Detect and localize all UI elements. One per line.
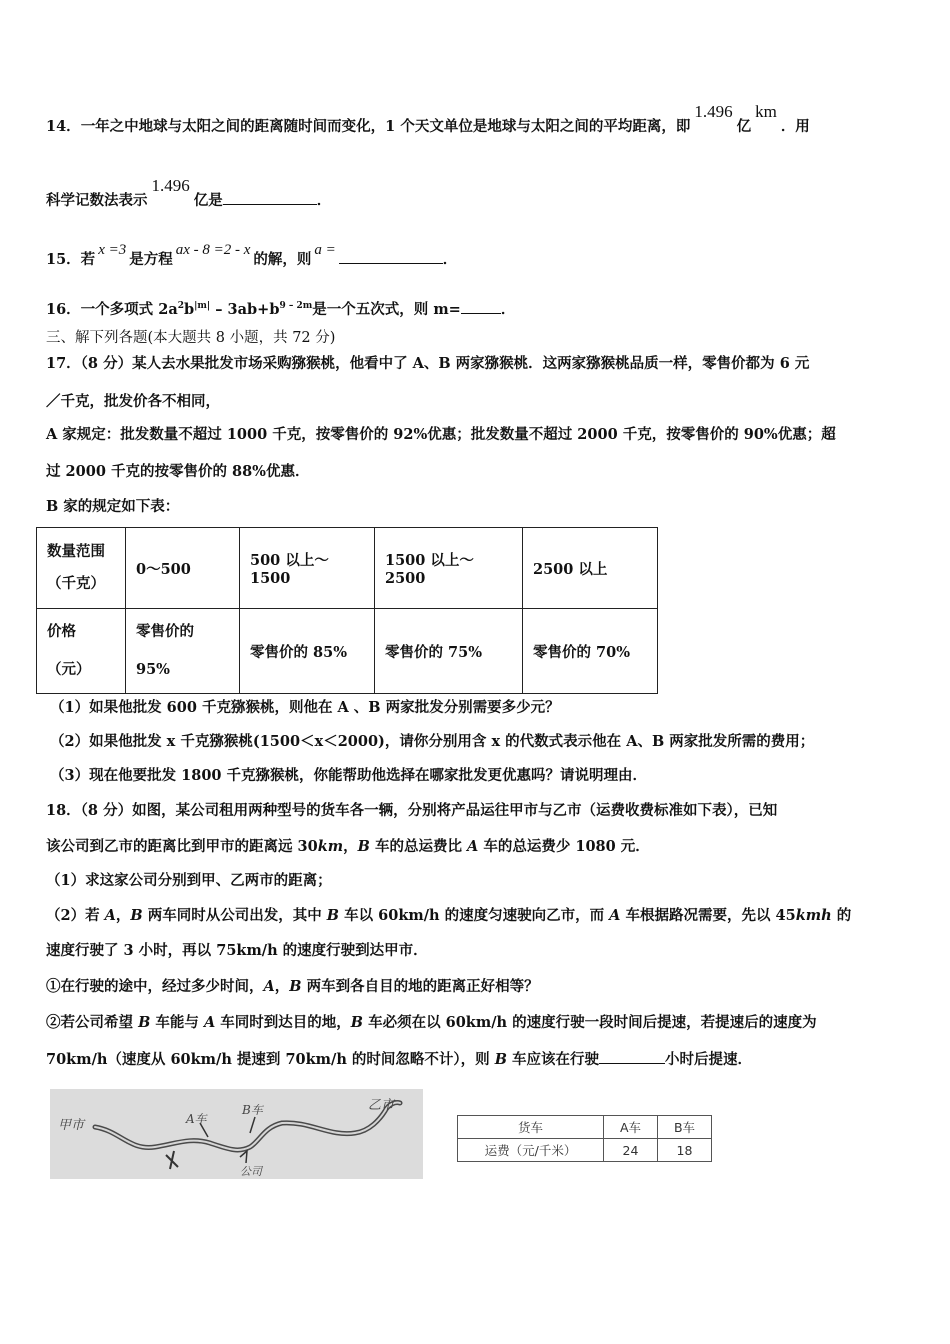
text: 的: [831, 907, 852, 924]
table-cell: 18: [658, 1139, 712, 1162]
label-b-car: B车: [242, 1103, 263, 1117]
table-cell: 2500 以上: [523, 528, 658, 609]
table-row: [458, 1116, 712, 1139]
b-pricing-table: [36, 527, 658, 694]
q18-answer-blank[interactable]: [599, 1049, 665, 1064]
table-cell: [37, 609, 126, 694]
text: 车必须在以 60km/h 的速度行驶一段时间后提速，若提速后的速度为: [363, 1014, 817, 1031]
q16-sup3: 9 – 2m: [279, 301, 313, 311]
route-map-figure: [50, 1089, 423, 1179]
text: B: [494, 1051, 507, 1068]
text: B: [357, 838, 370, 855]
q14-value: 1.496: [694, 102, 733, 121]
table-cell: 零售价的 85%: [240, 609, 375, 694]
text: B: [130, 907, 143, 924]
q18-line1: 18．（8 分）如图，某公司租用两种型号的货车各一辆，分别将产品运往甲市与乙市（运费收费标准如下表），已知: [46, 802, 778, 819]
q14-number: 14．: [46, 118, 81, 135]
text: 车能与: [150, 1014, 204, 1031]
q18-part1: （1）求这家公司分别到甲、乙两市的距离；: [46, 872, 332, 889]
q14-period: ．: [316, 192, 332, 209]
text: 该公司到乙市的距离比到甲市的距离远 30: [46, 838, 318, 855]
q14-answer-blank[interactable]: [223, 190, 317, 205]
text: A: [104, 907, 116, 924]
label-a-car: A车: [186, 1112, 207, 1126]
text: 小时后提速．: [665, 1051, 753, 1068]
table-cell: 零售价的 75%: [375, 609, 523, 694]
q17-part2: （2）如果他批发 x 千克猕猴桃(1500＜x＜2000)，请你分别用含 x 的代数式表示他在 A、B 两家批发所需的费用；: [50, 733, 815, 750]
text: 车同时到达目的地，: [215, 1014, 351, 1031]
q17-line3: A 家规定：批发数量不超过 1000 千克，按零售价的 92%优惠；批发数量不超过 2000 千克，按零售价的 90%优惠；超: [46, 426, 836, 443]
table-row: [37, 528, 658, 609]
label-company: 公司: [240, 1165, 262, 1178]
q14-line2-end: 亿是: [193, 192, 223, 209]
cell-text: 价格: [47, 623, 76, 640]
text: ，: [274, 978, 290, 995]
b-car-arrow: [250, 1117, 255, 1133]
text: kmh: [795, 907, 832, 924]
text: B: [289, 978, 302, 995]
text: 车以 60km/h 的速度匀速驶向乙市，而: [339, 907, 610, 924]
q14-line2-value: 1.496: [151, 176, 190, 195]
fork-mark: [166, 1151, 178, 1169]
table-cell: 1500 以上～2500: [375, 528, 523, 609]
q17-part1: （1）如果他批发 600 千克猕猴桃，则他在 A 、B 两家批发分别需要多少元？: [50, 699, 560, 716]
q16-text2: b: [183, 300, 195, 318]
q18-part2-line1: [46, 906, 851, 926]
route-map-svg: [50, 1089, 423, 1179]
table-cell: B车: [658, 1116, 712, 1139]
q18-sub2-line1: [46, 1013, 817, 1033]
table-cell: 0～500: [126, 528, 240, 609]
text: 70km/h（速度从 60km/h 提速到 70km/h 的时间忽略不计），则: [46, 1051, 495, 1068]
q18-part2-line2: 速度行驶了 3 小时，再以 75km/h 的速度行驶到达甲市．: [46, 942, 428, 959]
q16-period: ．: [500, 300, 516, 318]
q17-line5: B 家的规定如下表：: [46, 498, 180, 515]
text: 车的总运费比: [369, 838, 467, 855]
q15-end: 的解，则: [253, 251, 312, 268]
q18-line2: [46, 837, 650, 857]
q16-answer-blank[interactable]: [461, 299, 501, 314]
q14-line2-text: 科学记数法表示: [46, 192, 148, 209]
text: 两车同时从公司出发，其中: [142, 907, 327, 924]
text: 车根据路况需要，先以 45: [620, 907, 796, 924]
text: A: [203, 1014, 216, 1031]
q14-yi: 亿: [736, 118, 752, 135]
q18-sub2-line2: [46, 1049, 752, 1070]
q15-eq3: a =: [314, 242, 336, 258]
q17-line4: 过 2000 千克的按零售价的 88%优惠．: [46, 463, 310, 480]
text: B: [326, 907, 340, 924]
q17-part3: （3）现在他要批发 1800 千克猕猴桃，你能帮助他选择在哪家批发更优惠吗？请说明理由．: [50, 767, 648, 784]
table-cell: 零售价的 70%: [523, 609, 658, 694]
text: ②若公司希望: [46, 1014, 139, 1031]
cell-text: （元）: [47, 661, 91, 678]
q17-line2: ／千克，批发价各不相同，: [46, 393, 220, 410]
q17-line1: 17．（8 分）某人去水果批发市场采购猕猴桃，他看中了 A、B 两家猕猴桃．这两家猕猴桃品质一样，零售价都为 6 元: [46, 355, 810, 372]
table-row: [37, 609, 658, 694]
cell-text: 数量范围: [47, 543, 105, 560]
text: ①在行驶的途中，经过多少时间，: [46, 978, 264, 995]
q14-unit: km: [755, 102, 777, 121]
table-cell: [126, 609, 240, 694]
table-cell: A车: [604, 1116, 658, 1139]
q16-sup2: |m|: [194, 301, 211, 311]
q15-eq1: x =3: [98, 242, 127, 258]
table-cell: [37, 528, 126, 609]
q14-end: ．用: [780, 118, 810, 135]
q15-mid: 是方程: [129, 251, 173, 268]
text: （2）若: [46, 907, 105, 924]
q15-period: ．: [442, 251, 458, 268]
table-row: [458, 1139, 712, 1162]
text: A: [263, 978, 275, 995]
q16-text1: 16．一个多项式 2a: [46, 300, 178, 318]
text: A: [609, 907, 621, 924]
q16-sup1: 2: [177, 301, 184, 311]
company-marker: [240, 1151, 247, 1163]
q14-text: 一年之中地球与太阳之间的距离随时间而变化，1 个天文单位是地球与太阳之间的平均距离，即: [80, 118, 691, 135]
q18-sub1: [46, 977, 539, 997]
text: A: [467, 838, 479, 855]
q15-answer-blank[interactable]: [339, 249, 443, 264]
q16-line: [46, 296, 515, 320]
text: 车的总运费少 1080 元．: [478, 838, 650, 855]
table-cell: 货车: [458, 1116, 604, 1139]
text: B: [138, 1014, 151, 1031]
q14-line1: [46, 102, 810, 137]
table-cell: 500 以上～1500: [240, 528, 375, 609]
text: 两车到各自目的地的距离正好相等？: [301, 978, 539, 995]
table-cell: 运费（元/千米）: [458, 1139, 604, 1162]
label-yi-city: 乙市: [368, 1098, 395, 1113]
cell-text: （千克）: [47, 575, 105, 592]
label-jia-city: 甲市: [58, 1118, 85, 1133]
text: ，: [115, 907, 131, 924]
q15-line: [46, 242, 458, 270]
freight-fee-table: [457, 1115, 712, 1162]
text: 车应该在行驶: [506, 1051, 600, 1068]
q16-text4: 是一个五次式，则 m=: [312, 300, 461, 318]
text: ，: [343, 838, 358, 855]
section-3-heading: 三、解下列各题(本大题共 8 小题，共 72 分): [46, 330, 336, 346]
q14-line2: [46, 176, 332, 211]
cell-text: 95%: [136, 661, 170, 678]
q15-eq2: ax - 8 =2 - x: [175, 242, 251, 258]
text: km: [317, 838, 344, 855]
text: B: [350, 1014, 364, 1031]
cell-text: 零售价的: [136, 623, 194, 640]
q16-text3: – 3ab+b: [210, 300, 280, 318]
q15-number: 15．若: [46, 251, 96, 268]
table-cell: 24: [604, 1139, 658, 1162]
